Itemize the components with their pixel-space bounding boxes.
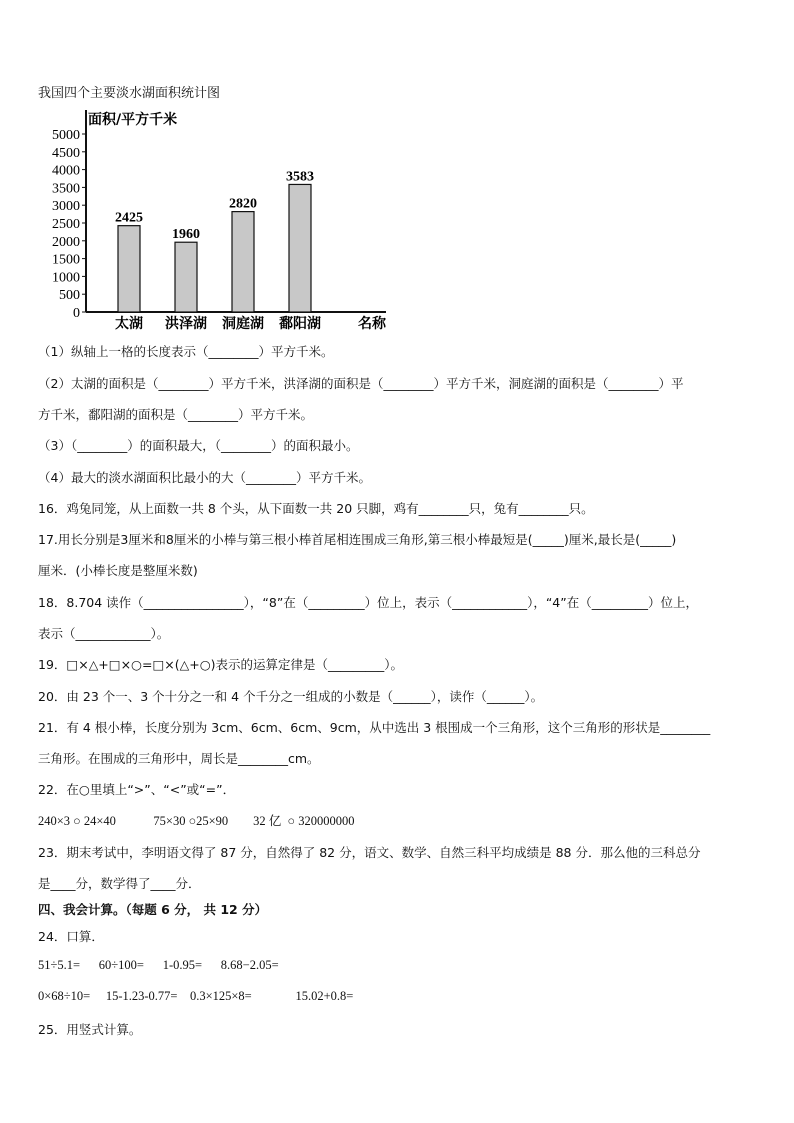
bar-2 <box>175 242 197 312</box>
question-15-part-2-line-1: （2）太湖的面积是（________）平方千米，洪泽湖的面积是（________）平方千米，洞庭湖的面积是（________）平 <box>38 376 684 391</box>
y-tick-label: 0 <box>73 306 80 321</box>
y-tick-label: 4500 <box>52 145 80 161</box>
question-18-line-2: 表示（____________）。 <box>38 626 170 641</box>
category-label: 洞庭湖 <box>222 316 264 332</box>
y-tick-label: 3000 <box>52 199 80 215</box>
category-label: 鄱阳湖 <box>279 316 321 332</box>
y-tick-label: 1500 <box>52 252 80 268</box>
y-tick-label: 2000 <box>52 234 80 250</box>
section-4-heading: 四、我会计算。（每题 6 分， 共 12 分） <box>38 902 268 917</box>
question-17-line-2: 厘米．(小棒长度是整厘米数) <box>38 563 198 578</box>
category-label: 洪泽湖 <box>165 316 207 332</box>
y-tick-label: 3500 <box>52 181 80 197</box>
y-tick-label: 4000 <box>52 163 80 179</box>
chart-title: 我国四个主要淡水湖面积统计图 <box>38 86 221 101</box>
question-21-line-1: 21．有 4 根小棒，长度分别为 3cm、6cm、6cm、9cm，从中选出 3 根围成一个三角形，这个三角形的形状是________ <box>38 720 711 735</box>
bar-3 <box>232 212 254 312</box>
bar-4 <box>289 184 311 312</box>
bar-data-label: 2425 <box>115 210 143 226</box>
category-label: 太湖 <box>115 316 143 332</box>
question-17-line-1: 17.用长分别是3厘米和8厘米的小棒与第三根小棒首尾相连围成三角形,第三根小棒最短是(_____)厘米,最长是(_____) <box>38 532 677 547</box>
y-tick-label: 5000 <box>52 128 80 143</box>
y-tick-label: 1000 <box>52 270 80 286</box>
y-axis-label: 面积/平方千米 <box>88 112 178 128</box>
question-24-row-1: 51÷5.1= 60÷100= 1-0.95= 8.68−2.05= <box>38 958 279 972</box>
bar-1 <box>118 226 140 312</box>
question-16: 16．鸡兔同笼，从上面数一共 8 个头，从下面数一共 20 只脚，鸡有________只，兔有________只。 <box>38 501 594 516</box>
y-tick-label: 2500 <box>52 217 80 232</box>
question-15-part-4: （4）最大的淡水湖面积比最小的大（________）平方千米。 <box>38 470 371 485</box>
bar-data-label: 1960 <box>172 227 200 243</box>
question-23-line-1: 23．期末考试中，李明语文得了 87 分，自然得了 82 分，语文、数学、自然三科平均成绩是 88 分．那么他的三科总分 <box>38 845 701 860</box>
question-22-items: 240×3 ○ 24×40 75×30 ○25×90 32 亿 ○ 320000000 <box>38 814 355 828</box>
question-15-part-1: （1）纵轴上一格的长度表示（________）平方千米。 <box>38 344 334 359</box>
bar-data-label: 3583 <box>286 169 314 185</box>
question-24: 24．口算． <box>38 929 104 944</box>
question-18-line-1: 18．8.704 读作（________________），“8”在（_________）位上，表示（____________），“4”在（_________）位上， <box>38 595 698 610</box>
question-15-part-3: （3）（________）的面积最大，（________）的面积最小。 <box>38 438 359 453</box>
question-19: 19．□×△+□×○=□×(△+○)表示的运算定律是（_________）。 <box>38 657 403 672</box>
lake-area-bar-chart <box>30 104 410 336</box>
question-20: 20．由 23 个一、3 个十分之一和 4 个千分之一组成的小数是（______），读作（______）。 <box>38 689 544 704</box>
question-25: 25．用竖式计算。 <box>38 1022 142 1037</box>
question-22: 22．在○里填上“>”、“<”或“=”． <box>38 782 236 797</box>
x-axis-label: 名称 <box>358 316 386 332</box>
question-21-line-2: 三角形。在围成的三角形中，周长是________cm。 <box>38 751 320 766</box>
question-24-row-2: 0×68÷10= 15-1.23-0.77= 0.3×125×8= 15.02+0.8= <box>38 989 354 1003</box>
question-23-line-2: 是____分，数学得了____分． <box>38 876 201 891</box>
question-15-part-2-line-2: 方千米，鄱阳湖的面积是（________）平方千米。 <box>38 407 314 422</box>
y-tick-label: 500 <box>59 288 80 304</box>
bar-data-label: 2820 <box>229 196 257 212</box>
